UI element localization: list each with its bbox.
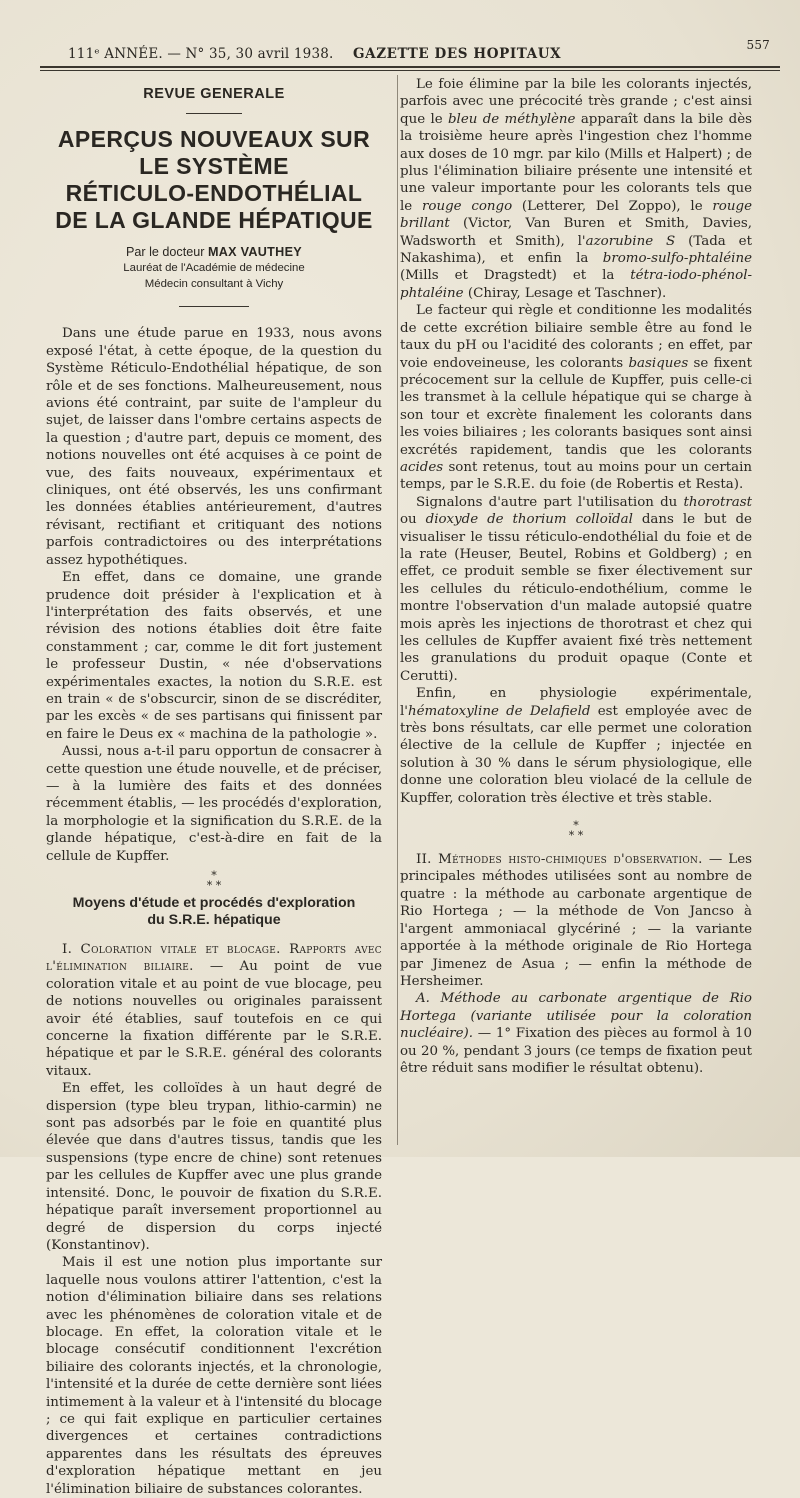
author-title: Lauréat de l'Académie de médecine — [123, 262, 305, 275]
section-1-paragraph-1: I. Coloration vitale et blocage. Rapports avec l'élimination biliaire. — Au point de vue coloration vitale et au point de vue blocage, peu de notions nouvelles ou originales paraissent avoir été établies, sauf toutefois en ce qui concerne la fixation différente par le S.R.E. hépatique et par le S.R.E. général des colorants vitaux. — [46, 942, 382, 1079]
intro-paragraph-2: En effet, dans ce domaine, une grande prudence doit présider à l'explication et à l'interprétation des faits observés, et une révision des notions établies doit être faite constamment ; car, comme le dit fort justement le professeur Dustin, « née d'observations expérimentales exactes, la notion du S.R.E. est en train « de s'obscurcir, sinon de se discréditer, par les excès « de ses partisans qui finissent par en faire le Deus ex « machina de la pathologie ». — [46, 570, 382, 742]
journal-name: GAZETTE DES HOPITAUX — [353, 46, 562, 62]
author-name: MAX VAUTHEY — [207, 245, 302, 260]
author-block — [46, 244, 382, 292]
section-1-paragraph-3: Mais il est une notion plus importante sur laquelle nous voulons attirer l'attention, c'est la notion d'élimination biliaire dans ses relations avec les phénomènes de coloration vitale et de blocage. En effet, la coloration vitale et le blocage consécutif conditionnent l'excrétion biliaire des colorants injectés, et la chronologie, l'intensité et la durée de cette dernière sont liées intimement à la valeur et à l'intensité du blocage ; ce qui fait explique en particulier certaines divergences et certaines contradictions apparentes dans les résultats des épreuves d'exploration hépatique mettant en jeu l'élimination biliaire de substances colorantes. — [46, 1255, 382, 1497]
intro-paragraph-3: Aussi, nous a-t-il paru opportun de consacrer à cette question une étude nouvelle, et de préciser, — à la lumière des faits et des données récemment établis, — les procédés d'exploration, la morphologie et la signification du S.R.E. de la glande hépatique, c'est-à-dire en fait de la cellule de Kupffer. — [46, 744, 382, 864]
issue-info: 111ᵉ ANNÉE. — N° 35, 30 avril 1938. — [68, 46, 334, 62]
section-title-line-1: Moyens d'étude et procédés d'exploration — [72, 895, 356, 911]
author-prefix: Par le docteur — [126, 245, 205, 260]
section-title — [46, 895, 382, 929]
header-rule-thin — [40, 70, 780, 71]
right-paragraph-5: Enfin, en physiologie expérimentale, l'hématoxyline de Delafield est employée avec de très bons résultats, car elle permet une coloration élective de la cellule de Kupffer ; injectée en solution à 30 % dans le sérum physiologique, elle donne une coloration bleu violacé de la cellule de Kupffer, coloration très élective et très stable. — [400, 686, 752, 806]
asterism: * * * — [206, 869, 222, 892]
left-column — [46, 80, 382, 1497]
section-2-heading: II. Méthodes histo-chimiques d'observation. — [416, 852, 703, 868]
page-number: 557 — [746, 38, 770, 52]
intro-paragraph-1: Dans une étude parue en 1933, nous avons exposé l'état, à cette époque, de la question du Système Réticulo-Endothélial hépatique, de son rôle et de ses fonctions. Malheureusement, nous avions été contraint, par suite de l'ampleur du sujet, de laisser dans l'ombre certains aspects de la question ; d'autre part, depuis ce moment, des notions nouvelles ont été acquises à ce point de vue, des faits nouveaux, expérimentaux et cliniques, ont été observés, les uns confirmant les données établies antérieurement, d'autres révisant, rectifiant et critiquant des notions parfois contradictoires ou des interprétations assez hypothétiques. — [46, 326, 382, 568]
section-2-paragraph-1: II. Méthodes histo-chimiques d'observation. — Les principales méthodes utilisées sont au nombre de quatre : la méthode au carbonate argentique de Rio Hortega ; — la méthode de Von Jancso à l'argent ammoniacal glycériné ; — la variante apportée à la méthode originale de Rio Hortega par Jimenez de Asua ; — enfin la méthode de Hersheimer. — [400, 852, 752, 989]
column-separator — [397, 75, 398, 1145]
rubric: REVUE GENERALE — [143, 86, 285, 102]
subsection-a-title: A. Méthode au carbonate argentique de Rio Hortega (variante utilisée pour la coloration nucléaire). — [400, 991, 752, 1042]
section-2-subsection-a: A. Méthode au carbonate argentique de Rio Hortega (variante utilisée pour la coloration nucléaire). — 1° Fixation des pièces au formol à 10 ou 20 %, pendant 3 jours (ce temps de fixation peut être réduit sans modifier le résultat obtenu). — [400, 991, 752, 1076]
article-title — [46, 126, 382, 234]
right-paragraph-4: Signalons d'autre part l'utilisation du thorotrast ou dioxyde de thorium colloïdal dans le but de visualiser le tissu réticulo-endothélial du foie et de la rate (Heuser, Beutel, Robins et Goldberg) ; en effet, ce produit semble se fixer électivement sur les cellules du réticulo-endothélium, comme le montre l'observation d'un malade autopsié quatre mois après les injections de thorotrast et chez qui les cellules de Kupffer avaient fixé très nettement les granulations du produit opaque (Conte et Cerutti). — [400, 494, 752, 684]
title-rule — [179, 306, 249, 307]
title-line-2: RÉTICULO-ENDOTHÉLIAL — [65, 180, 363, 207]
rubric-rule — [186, 113, 242, 114]
right-column — [400, 76, 752, 1077]
section-1-paragraph-2: En effet, les colloïdes à un haut degré de dispersion (type bleu trypan, lithio-carmin) ne sont pas adsorbés par le foie en quantité plus élevée que dans d'autres tissus, tandis que les suspensions (type encre de chine) sont retenues par les cellules de Kupffer avec une plus grande intensité. Donc, le pouvoir de fixation du S.R.E. hépatique paraît inversement proportionnel au degré de dispersion du corps injecté (Konstantinov). — [46, 1081, 382, 1253]
running-header — [40, 38, 770, 64]
title-line-1: APERÇUS NOUVEAUX SUR LE SYSTÈME — [57, 126, 371, 180]
right-paragraph-2: Le foie élimine par la bile les colorants injectés, parfois avec une précocité très grande ; c'est ainsi que le bleu de méthylène apparaît dans la bile dès la troisième heure après l'ingestion chez l'homme aux doses de 10 mgr. par kilo (Mills et Halpert) ; de plus l'élimination biliaire présente une intensité et une valeur importante pour les colorants tels que le rouge congo (Letterer, Del Zoppo), le rouge brillant (Victor, Van Buren et Smith, Davies, Wadsworth et Smith), l'azorubine S (Tada et Nakashima), et enfin la bromo-sulfo-phtaléine (Mills et Dragstedt) et la tétra-iodo-phénol-phtaléine (Chiray, Lesage et Taschner). — [400, 77, 753, 301]
section-1-heading: I. Coloration vitale et blocage. Rapports avec l'élimination biliaire. — [46, 942, 382, 975]
header-rule-thick — [40, 66, 780, 68]
right-paragraph-3: Le facteur qui règle et conditionne les modalités de cette excrétion biliaire semble être au fond le taux du pH ou l'acidité des colorants ; en effet, par voie endoveineuse, les colorants basiques se fixent précocement sur la cellule de Kupffer, puis celle-ci les transmet à la cellule hépatique qui se charge à son tour et excrète finalement les colorants dans les voies biliaires ; les colorants basiques sont ainsi excrétés rapidement, tandis que les colorants acides sont retenus, tout au moins pour un certain temps, par le S.R.E. du foie (de Robertis et Resta). — [400, 303, 753, 493]
title-line-3: DE LA GLANDE HÉPATIQUE — [55, 207, 373, 234]
section-title-line-2: du S.R.E. hépatique — [147, 912, 281, 928]
asterism-right: * * * — [568, 819, 584, 843]
author-position: Médecin consultant à Vichy — [144, 278, 284, 291]
